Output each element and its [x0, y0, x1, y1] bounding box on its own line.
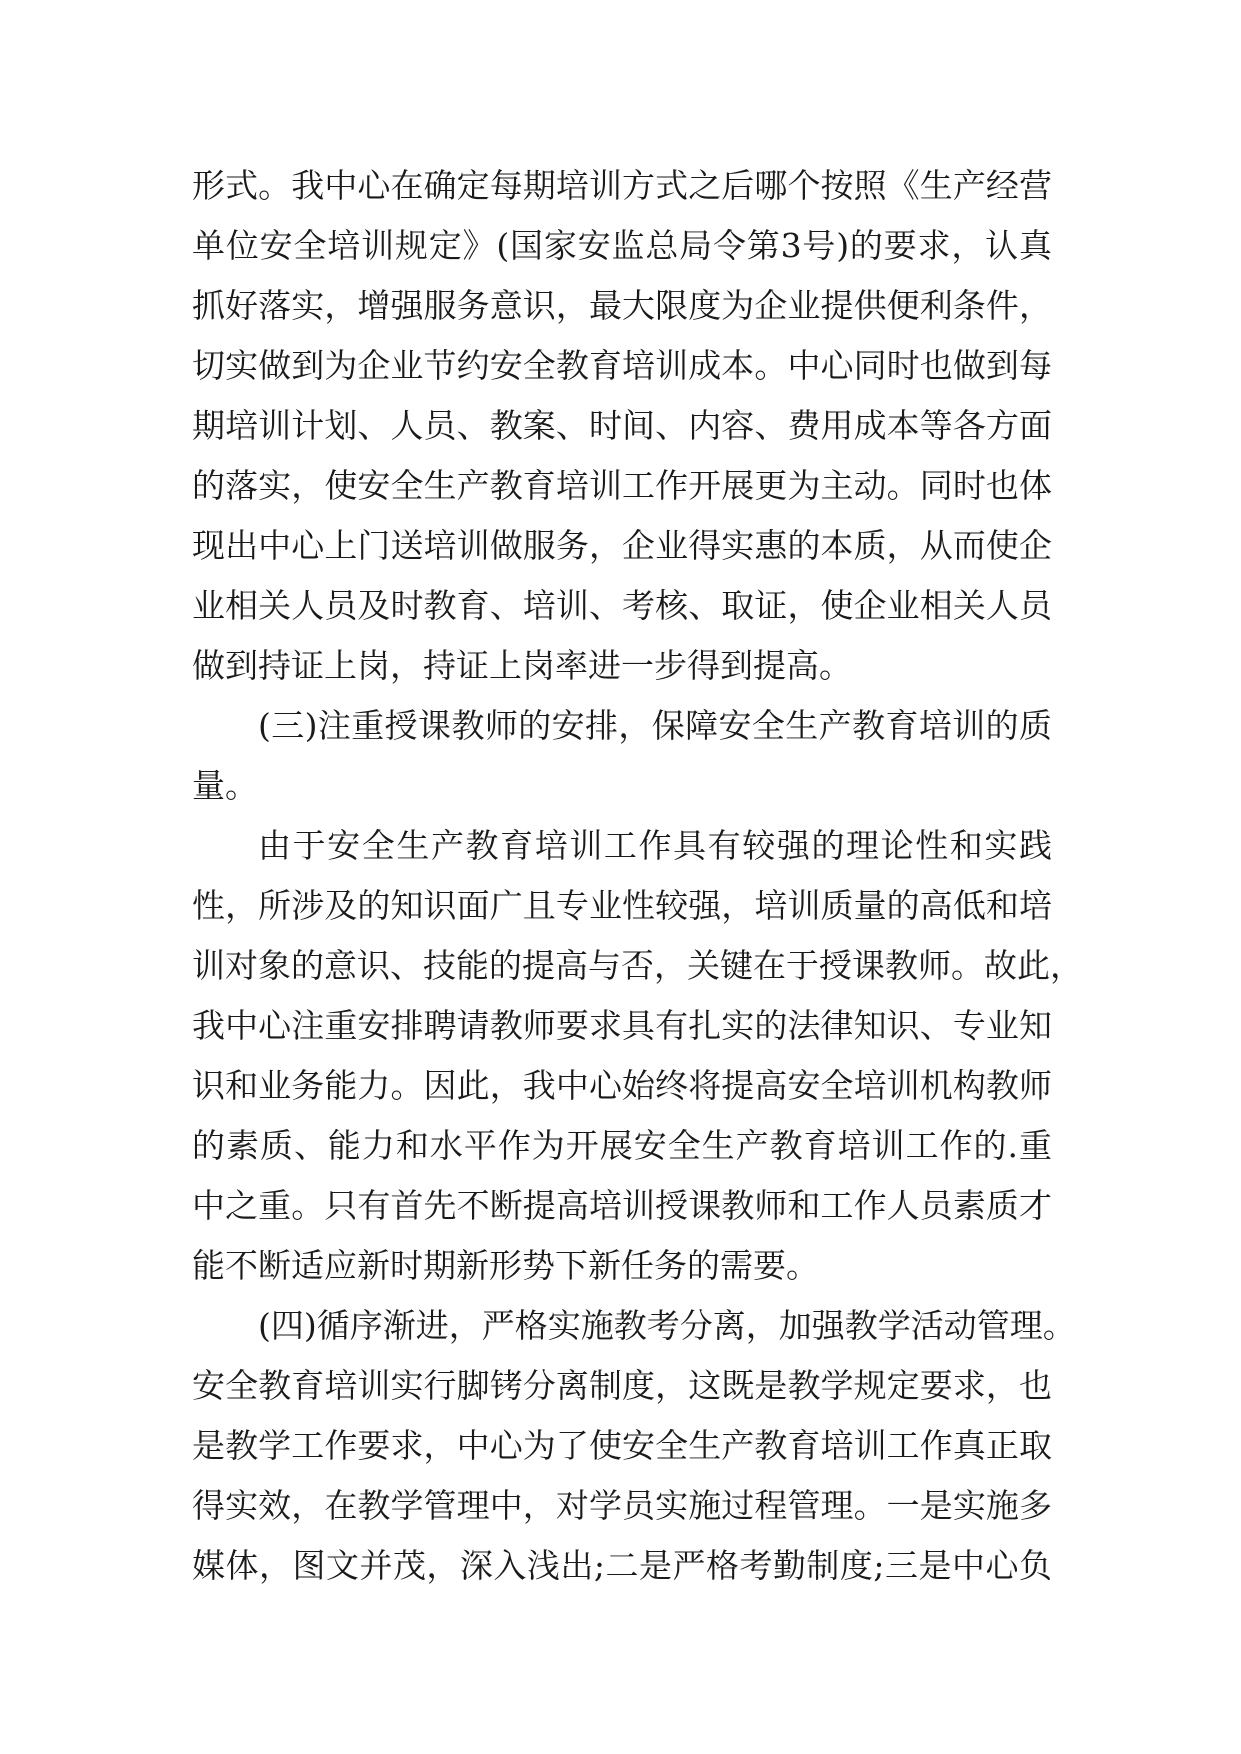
text-line: 单位安全培训规定》(国家安监总局令第3号)的要求，认真 [192, 226, 1052, 265]
body-text [192, 156, 1083, 1596]
text-line: 训对象的意识、技能的提高与否，关键在于授课教师。故此， [192, 946, 1083, 985]
text-line: 的素质、能力和水平作为开展安全生产教育培训工作的.重 [192, 1126, 1052, 1165]
text-line: 我中心注重安排聘请教师要求具有扎实的法律知识、专业知 [192, 1006, 1052, 1045]
text-line: 中之重。只有首先不断提高培训授课教师和工作人员素质才 [192, 1186, 1052, 1225]
text-line: 是教学工作要求，中心为了使安全生产教育培训工作真正取 [192, 1426, 1052, 1465]
section-heading-four: (四)循序渐进，严格实施教考分离，加强教学活动管理。 [258, 1306, 1076, 1345]
text-line: 安全教育培训实行脚铐分离制度，这既是教学规定要求，也 [192, 1366, 1052, 1405]
section-heading-three: (三)注重授课教师的安排，保障安全生产教育培训的质 [258, 706, 1052, 745]
section-heading-three-continued: 量。 [192, 766, 258, 805]
text-line: 能不断适应新时期新形势下新任务的需要。 [192, 1246, 819, 1285]
text-line: 业相关人员及时教育、培训、考核、取证，使企业相关人员 [192, 586, 1052, 625]
text-line: 性，所涉及的知识面广且专业性较强，培训质量的高低和培 [192, 886, 1052, 925]
text-line: 得实效，在教学管理中，对学员实施过程管理。一是实施多 [192, 1486, 1052, 1525]
text-line: 由于安全生产教育培训工作具有较强的理论性和实践 [258, 826, 1052, 865]
text-line: 媒体，图文并茂，深入浅出;二是严格考勤制度;三是中心负 [192, 1546, 1052, 1585]
text-line: 的落实，使安全生产教育培训工作开展更为主动。同时也体 [192, 466, 1052, 505]
text-line: 期培训计划、人员、教案、时间、内容、费用成本等各方面 [192, 406, 1052, 445]
text-line: 做到持证上岗，持证上岗率进一步得到提高。 [192, 646, 852, 685]
text-line: 抓好落实，增强服务意识，最大限度为企业提供便利条件， [192, 286, 1052, 325]
text-line: 形式。我中心在确定每期培训方式之后哪个按照《生产经营 [192, 166, 1052, 205]
text-line: 切实做到为企业节约安全教育培训成本。中心同时也做到每 [192, 346, 1052, 385]
text-line: 识和业务能力。因此，我中心始终将提高安全培训机构教师 [192, 1066, 1052, 1105]
text-line: 现出中心上门送培训做服务，企业得实惠的本质，从而使企 [192, 526, 1052, 565]
